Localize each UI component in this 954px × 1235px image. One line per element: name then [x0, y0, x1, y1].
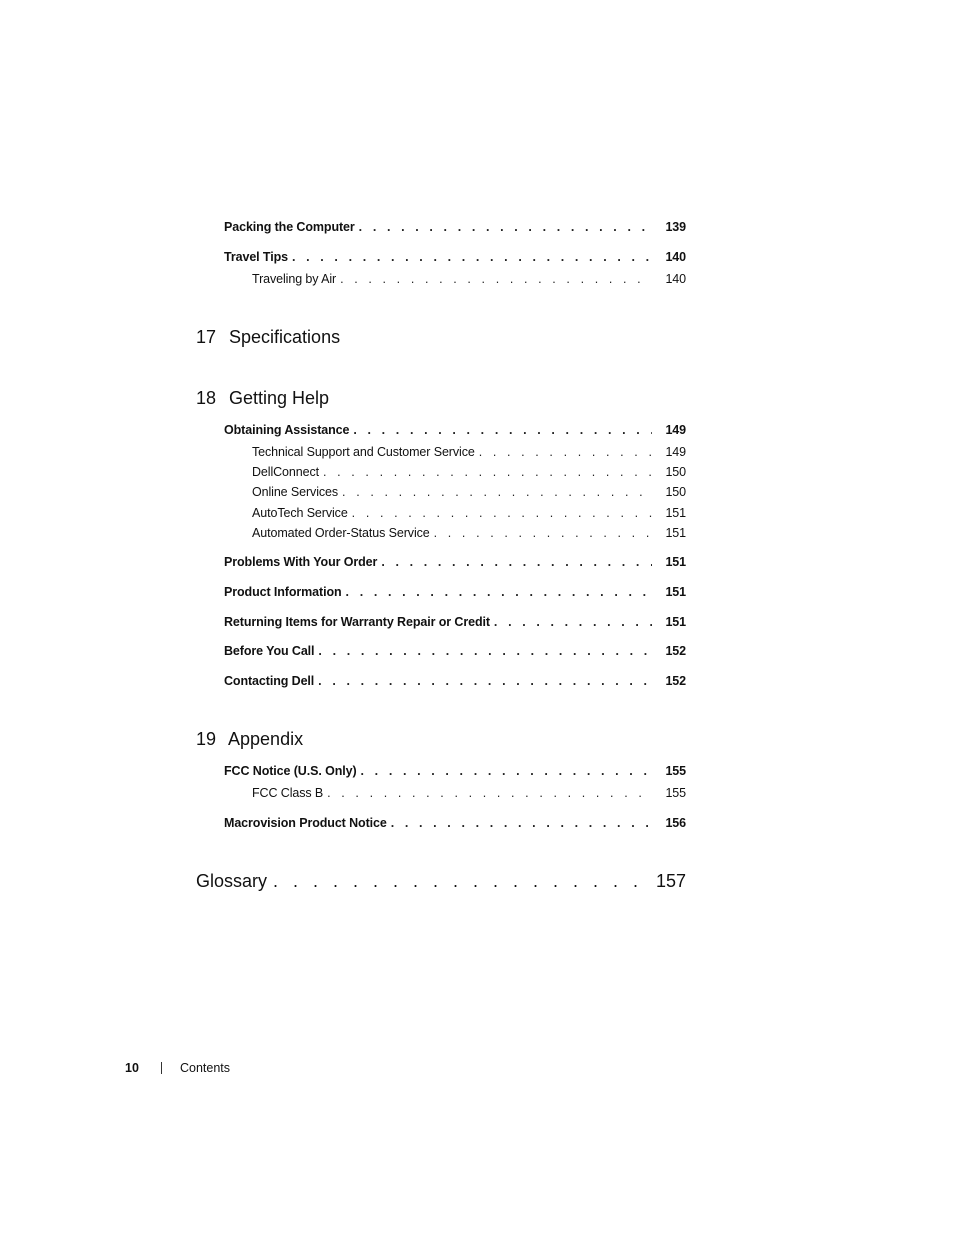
dot-leader [434, 526, 652, 540]
dot-leader [342, 485, 652, 499]
toc-entry-travel-tips[interactable] [224, 250, 686, 264]
toc-entry-page: 152 [665, 674, 686, 688]
toc-entry-label: Contacting Dell [224, 674, 315, 688]
toc-entry-page: 140 [665, 250, 686, 264]
chapter-title: Getting Help [229, 388, 330, 408]
toc-entry-page: 140 [665, 272, 686, 286]
toc-entry-dellconnect[interactable] [252, 465, 686, 479]
toc-entry-label: Online Services [252, 485, 339, 499]
chapter-heading-18[interactable] [196, 388, 329, 409]
toc-entry-label: DellConnect [252, 465, 319, 479]
toc-entry-product-information[interactable] [224, 585, 686, 599]
toc-entry-page: 151 [665, 615, 686, 629]
footer-section-title: Contents [180, 1061, 231, 1075]
toc-entry-page: 149 [665, 445, 686, 459]
toc-entry-technical-support[interactable] [252, 445, 686, 459]
toc-entry-label: Technical Support and Customer Service [252, 445, 475, 459]
footer-divider [161, 1062, 162, 1074]
toc-entry-page: 150 [665, 465, 686, 479]
toc-entry-label: Packing the Computer [224, 220, 355, 234]
toc-entry-page: 152 [665, 644, 686, 658]
toc-entry-label: Problems With Your Order [224, 555, 378, 569]
toc-entry-contacting-dell[interactable] [224, 674, 686, 688]
toc-entry-autotech-service[interactable] [252, 506, 686, 520]
toc-entry-page: 151 [665, 526, 686, 540]
dot-leader [318, 674, 652, 688]
chapter-number: 19 [196, 729, 217, 749]
toc-entry-macrovision-notice[interactable] [224, 816, 686, 830]
dot-leader [292, 250, 652, 264]
chapter-heading-17[interactable] [196, 327, 340, 348]
toc-entry-packing-the-computer[interactable] [224, 220, 686, 234]
toc-entry-obtaining-assistance[interactable] [224, 423, 686, 437]
toc-entry-page: 151 [665, 585, 686, 599]
toc-entry-label: Traveling by Air [252, 272, 337, 286]
toc-entry-page: 150 [665, 485, 686, 499]
toc-entry-order-status-service[interactable] [252, 526, 686, 540]
dot-leader [361, 764, 652, 778]
toc-entry-online-services[interactable] [252, 485, 686, 499]
toc-entry-page: 151 [665, 555, 686, 569]
dot-leader [479, 445, 652, 459]
glossary-page: 157 [655, 871, 686, 891]
toc-entry-label: Returning Items for Warranty Repair or Credit [224, 615, 490, 629]
chapter-heading-19[interactable] [196, 729, 303, 750]
dot-leader [327, 786, 652, 800]
dot-leader [359, 220, 652, 234]
toc-entry-label: Travel Tips [224, 250, 288, 264]
dot-leader [352, 506, 652, 520]
toc-entry-page: 151 [665, 506, 686, 520]
toc-entry-problems-with-order[interactable] [224, 555, 686, 569]
dot-leader [353, 423, 652, 437]
toc-entry-fcc-class-b[interactable] [252, 786, 686, 800]
toc-entry-label: FCC Class B [252, 786, 324, 800]
toc-entry-label: Product Information [224, 585, 342, 599]
toc-entry-returning-items[interactable] [224, 615, 686, 629]
toc-entry-page: 155 [665, 764, 686, 778]
toc-entry-label: AutoTech Service [252, 506, 348, 520]
toc-entry-label: Automated Order-Status Service [252, 526, 430, 540]
page-number: 10 [125, 1061, 139, 1075]
toc-entry-label: Obtaining Assistance [224, 423, 350, 437]
chapter-number: 18 [196, 388, 217, 408]
toc-entry-page: 149 [665, 423, 686, 437]
toc-entry-glossary[interactable] [196, 871, 686, 892]
dot-leader [381, 555, 652, 569]
dot-leader [391, 816, 652, 830]
toc-entry-label: Macrovision Product Notice [224, 816, 387, 830]
dot-leader [318, 644, 652, 658]
glossary-label: Glossary [196, 871, 268, 891]
toc-entry-fcc-notice[interactable] [224, 764, 686, 778]
dot-leader [346, 585, 652, 599]
toc-entry-label: FCC Notice (U.S. Only) [224, 764, 357, 778]
chapter-title: Specifications [229, 327, 341, 347]
chapter-number: 17 [196, 327, 217, 347]
dot-leader [273, 871, 650, 892]
dot-leader [323, 465, 652, 479]
toc-entry-page: 139 [665, 220, 686, 234]
toc-entry-page: 156 [665, 816, 686, 830]
dot-leader [494, 615, 652, 629]
toc-entry-before-you-call[interactable] [224, 644, 686, 658]
toc-entry-page: 155 [665, 786, 686, 800]
toc-entry-label: Before You Call [224, 644, 315, 658]
chapter-title: Appendix [228, 729, 304, 749]
dot-leader [340, 272, 652, 286]
toc-entry-traveling-by-air[interactable] [252, 272, 686, 286]
page-footer [125, 1061, 230, 1075]
